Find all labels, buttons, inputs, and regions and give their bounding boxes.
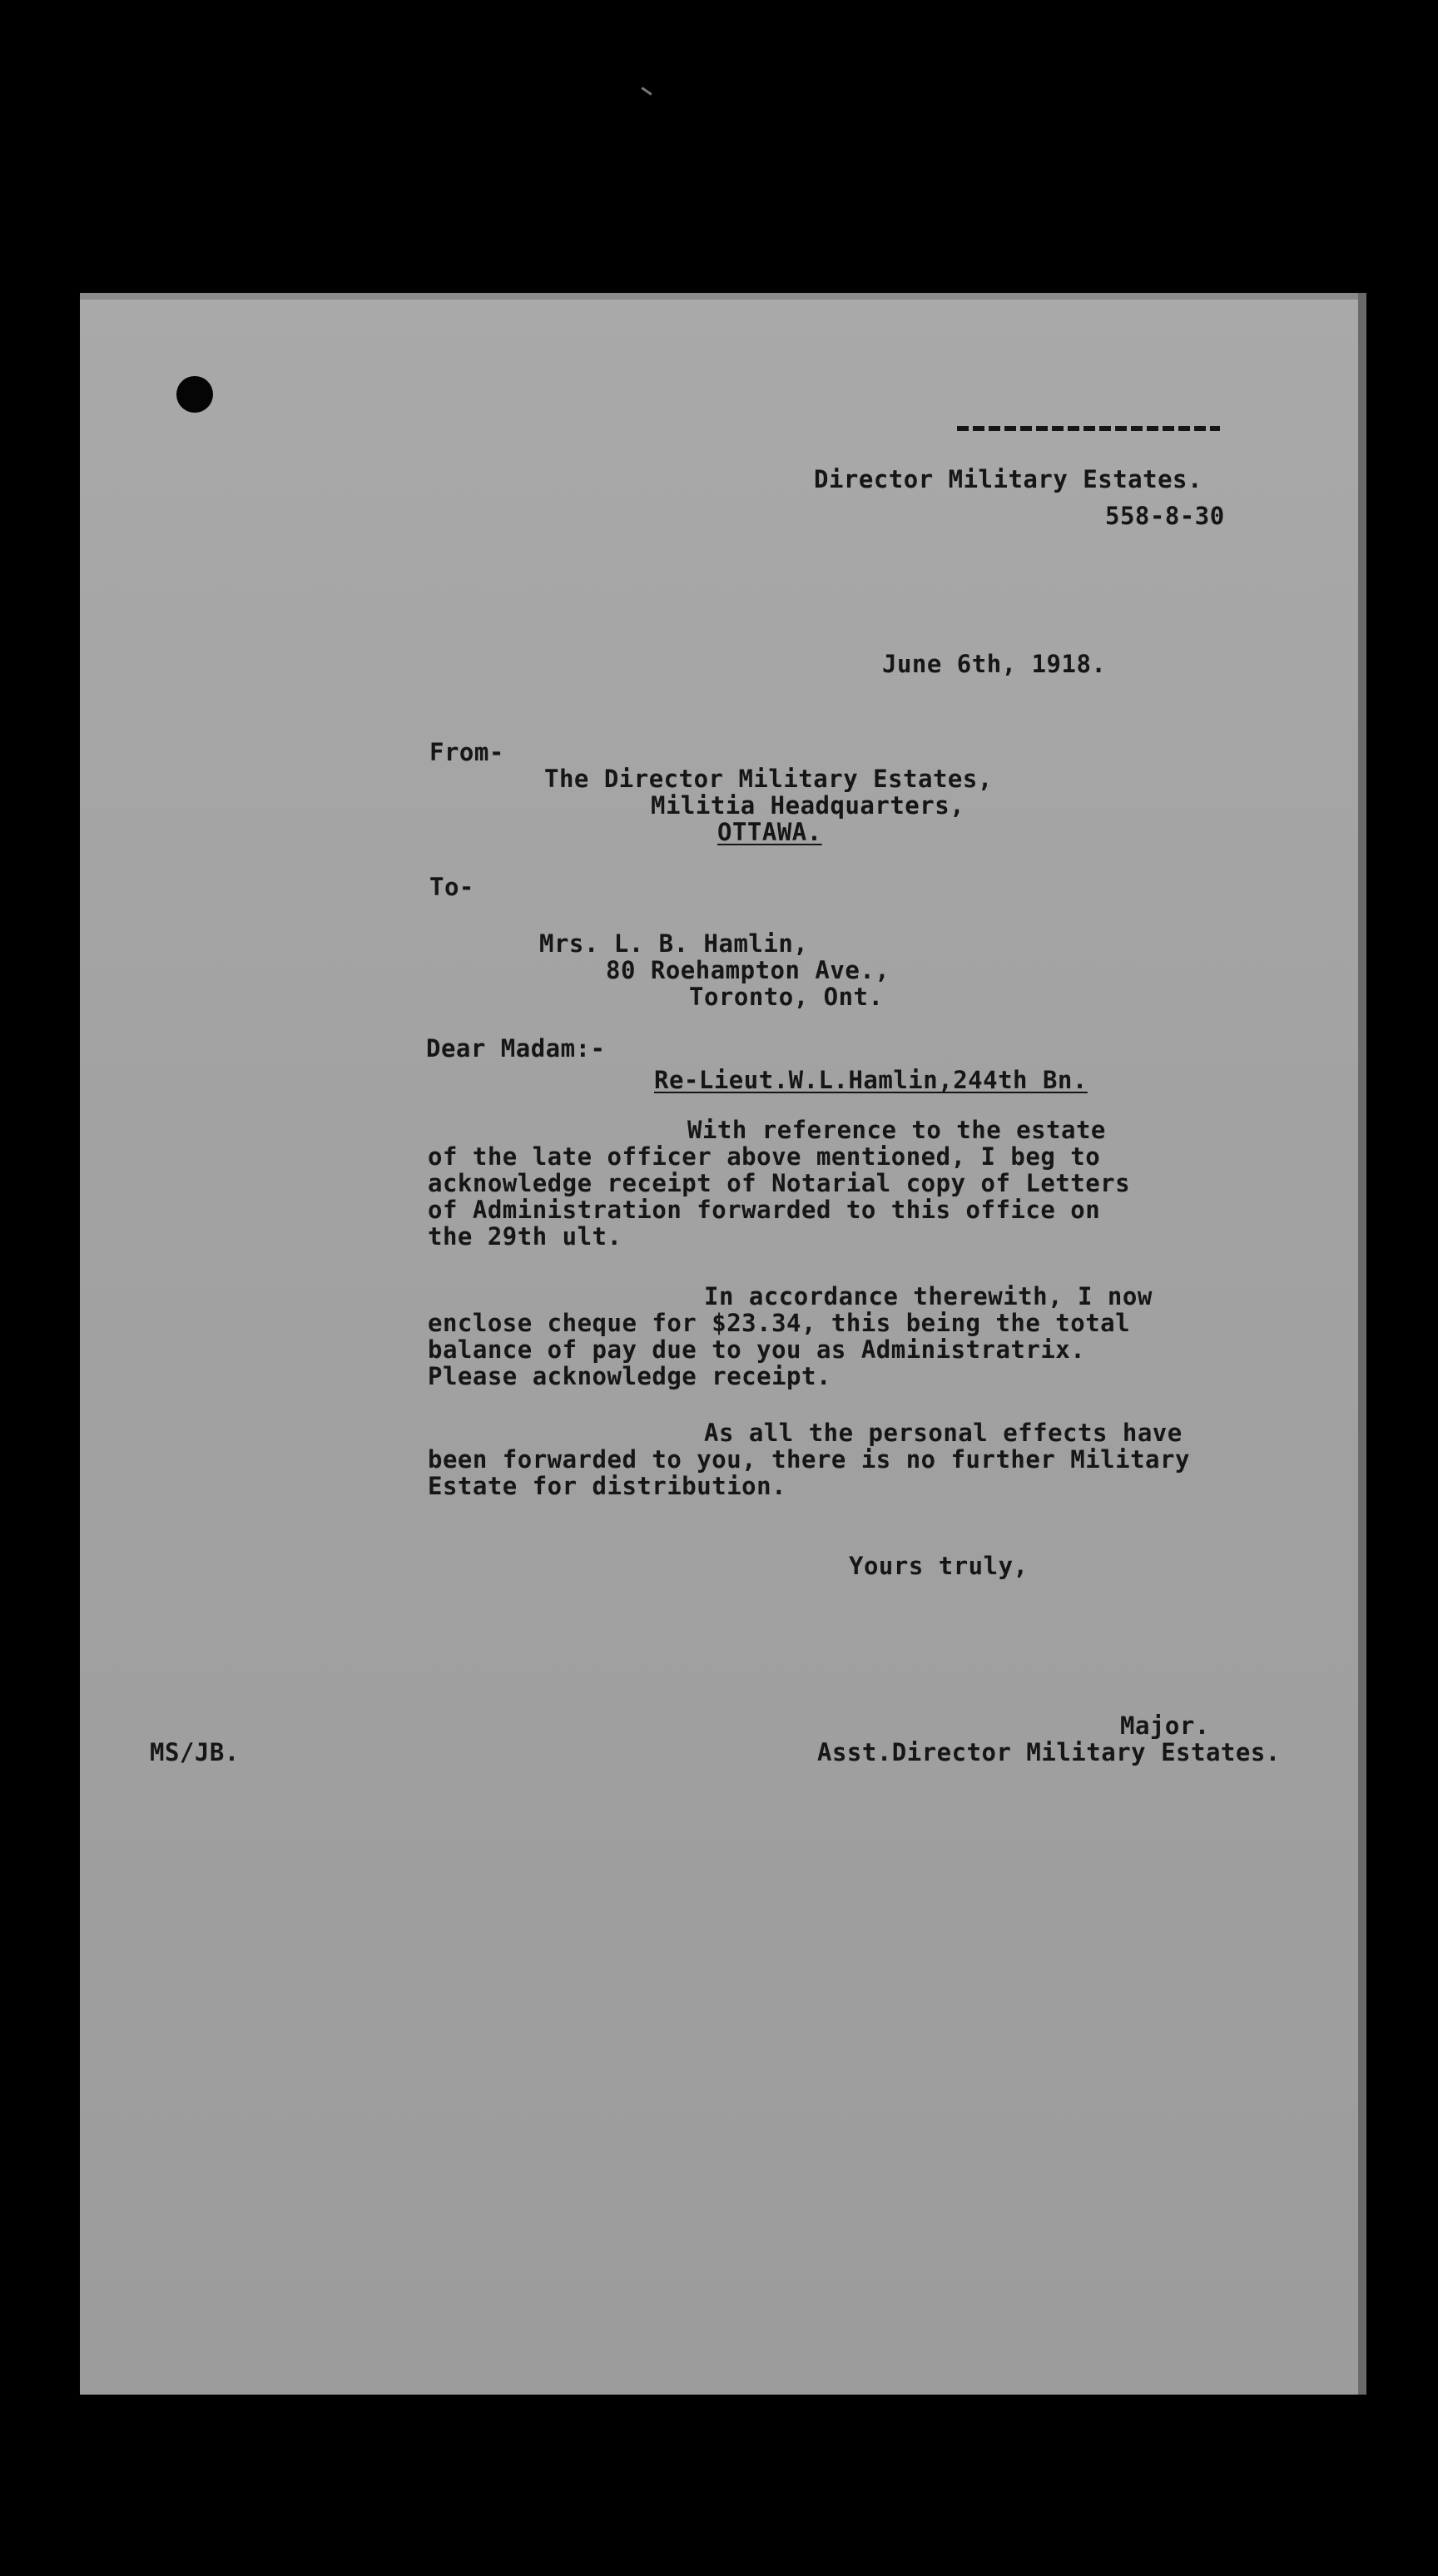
punch-hole [176, 376, 213, 413]
paragraph-1-line-4: of Administration forwarded to this office on [428, 1196, 1101, 1224]
to-line-2: 80 Roehampton Ave., [606, 956, 890, 984]
paragraph-2-line-4: Please acknowledge receipt. [428, 1362, 831, 1390]
paragraph-2-line-1: In accordance therewith, I now [704, 1282, 1153, 1310]
paragraph-1-line-5: the 29th ult. [428, 1222, 622, 1251]
office-heading: Director Military Estates. [814, 465, 1202, 493]
subject-line: Re-Lieut.W.L.Hamlin,244th Bn. [654, 1066, 1088, 1094]
paragraph-1-line-2: of the late officer above mentioned, I beg to [428, 1142, 1101, 1171]
from-label: From- [429, 738, 504, 766]
signature-title: Asst.Director Military Estates. [817, 1738, 1281, 1766]
from-line-2: Militia Headquarters, [651, 791, 965, 820]
from-line-1: The Director Military Estates, [544, 765, 993, 793]
scan-mark [641, 87, 652, 95]
paragraph-2-line-2: enclose cheque for $23.34, this being the total [428, 1309, 1131, 1337]
salutation: Dear Madam:- [426, 1034, 606, 1063]
paragraph-3-line-1: As all the personal effects have [704, 1419, 1183, 1447]
paragraph-3-line-3: Estate for distribution. [428, 1472, 787, 1500]
to-line-1: Mrs. L. B. Hamlin, [539, 929, 809, 958]
page-edge [80, 293, 1358, 300]
file-number: 558-8-30 [1105, 502, 1225, 530]
paragraph-1-line-3: acknowledge receipt of Notarial copy of Letters [428, 1169, 1131, 1197]
to-line-3: Toronto, Ont. [689, 983, 884, 1011]
from-line-3: OTTAWA. [717, 818, 822, 846]
paragraph-1-line-1: With reference to the estate [687, 1116, 1106, 1144]
to-label: To- [429, 873, 474, 901]
typist-initials: MS/JB. [150, 1738, 240, 1766]
closing: Yours truly, [849, 1552, 1029, 1580]
header-rule [957, 426, 1220, 431]
paragraph-3-line-2: been forwarded to you, there is no further Military [428, 1445, 1190, 1474]
paragraph-2-line-3: balance of pay due to you as Administratrix. [428, 1335, 1086, 1364]
signature-rank: Major. [1120, 1712, 1210, 1740]
letter-date: June 6th, 1918. [882, 650, 1107, 678]
